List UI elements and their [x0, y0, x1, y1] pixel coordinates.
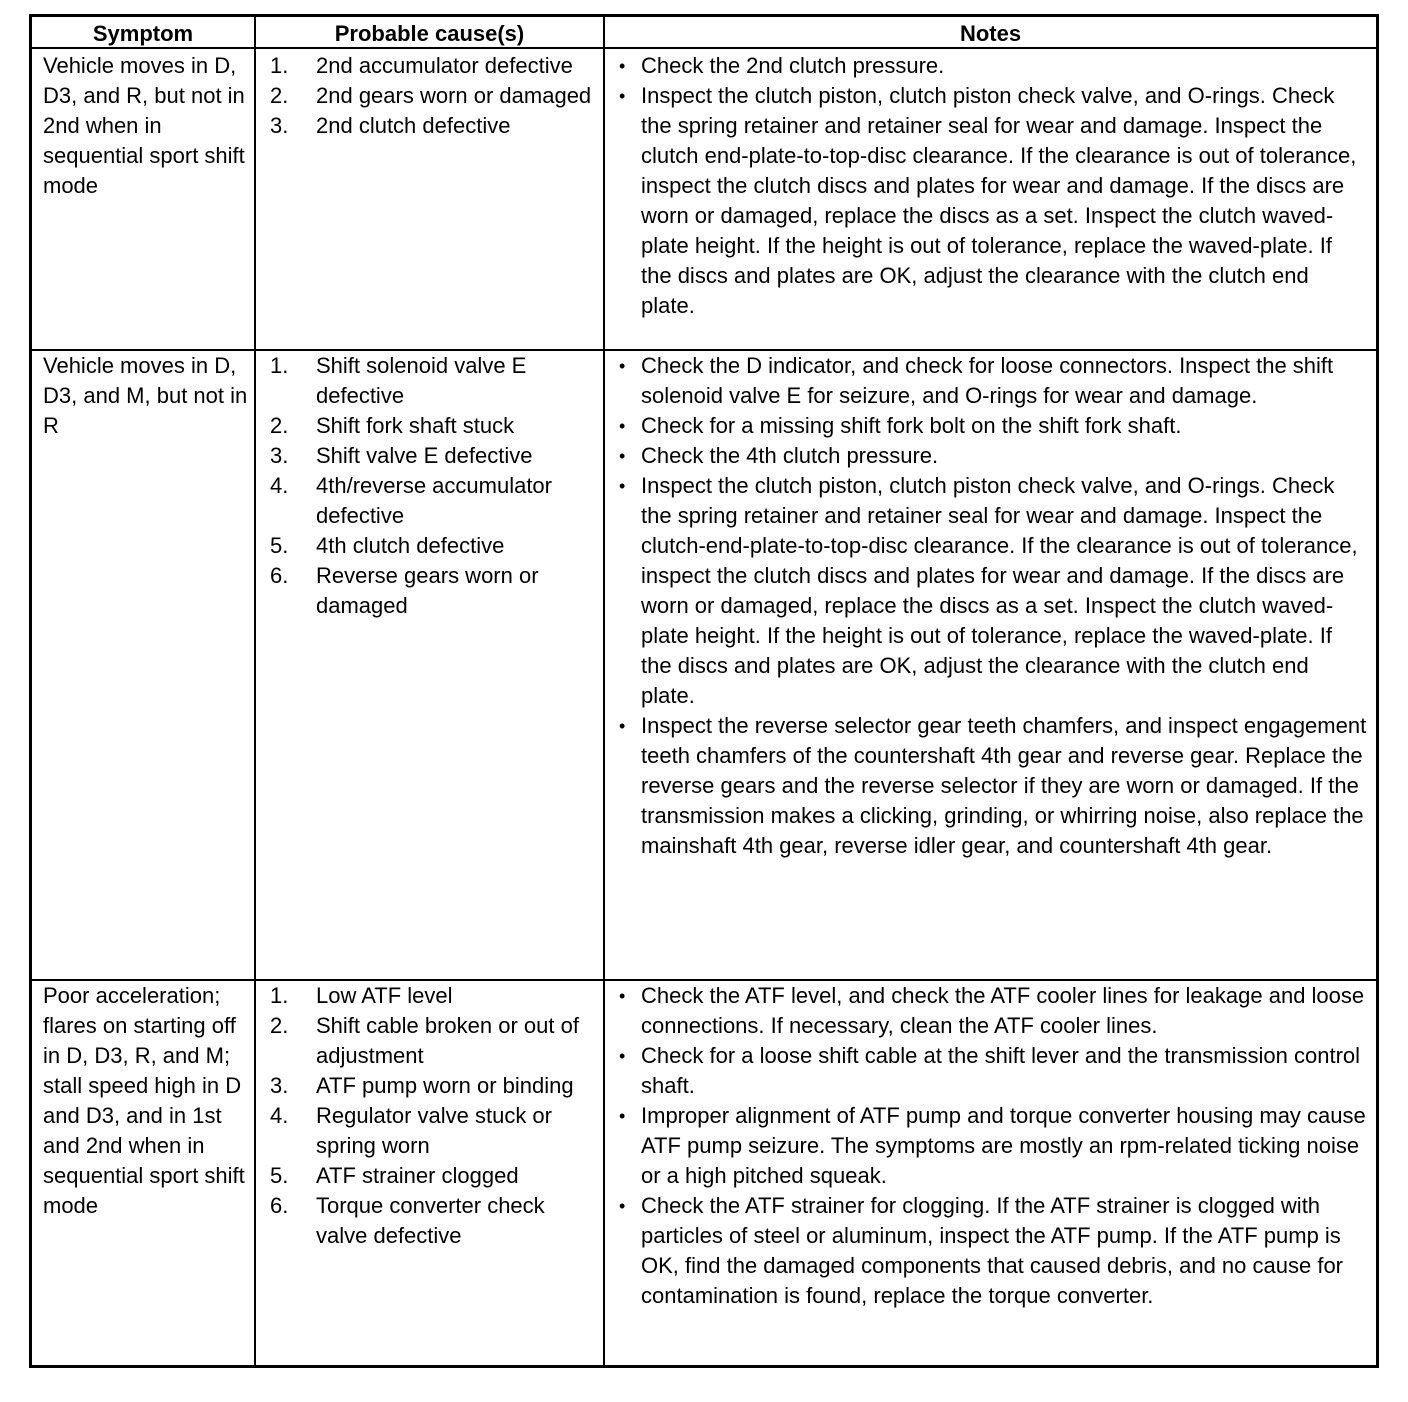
bullet-icon: •	[619, 86, 626, 106]
cause-number: 6.	[270, 1193, 289, 1218]
note-item	[616, 81, 1368, 321]
cause-number: 2.	[270, 83, 289, 108]
note-item	[616, 711, 1368, 861]
cause-text: Low ATF level	[316, 983, 453, 1008]
cause-item	[270, 1011, 602, 1071]
bullet-icon: •	[619, 716, 626, 736]
cause-number: 4.	[270, 1103, 289, 1128]
cause-number: 3.	[270, 1073, 289, 1098]
row-2-notes	[616, 351, 1368, 861]
note-text: Check for a missing shift fork bolt on the shift fork shaft.	[641, 413, 1182, 438]
bullet-icon: •	[619, 356, 626, 376]
row-1-causes	[270, 51, 602, 141]
bullet-icon: •	[619, 1046, 626, 1066]
note-text: Inspect the reverse selector gear teeth chamfers, and inspect engagement teeth chamfers of the countershaft 4th gear and reverse gear. Replace the reverse gears and the reverse selector if they are worn or damaged. If the transmission makes a clicking, grinding, or whirring noise, also replace the mainshaft 4th gear, reverse idler gear, and countershaft 4th gear.	[641, 713, 1367, 858]
cause-item	[270, 561, 602, 621]
note-item	[616, 1041, 1368, 1101]
bullet-icon: •	[619, 446, 626, 466]
cause-number: 2.	[270, 1013, 289, 1038]
header-symptom: Symptom	[92, 21, 194, 46]
note-item	[616, 471, 1368, 711]
note-text: Check the ATF strainer for clogging. If the ATF strainer is clogged with particles of steel or aluminum, inspect the ATF pump. If the ATF pump is OK, find the damaged components that caused debris, and no cause for contamination is found, replace the torque converter.	[641, 1193, 1344, 1308]
note-item	[616, 981, 1368, 1041]
cause-number: 6.	[270, 563, 289, 588]
column-divider-2	[603, 17, 605, 1365]
note-item	[616, 411, 1368, 441]
note-item	[616, 1191, 1368, 1311]
cause-number: 5.	[270, 1163, 289, 1188]
note-text: Check for a loose shift cable at the shift lever and the transmission control shaft.	[641, 1043, 1361, 1098]
header-probable-causes: Probable cause(s)	[334, 21, 525, 46]
cause-item	[270, 531, 602, 561]
cause-item	[270, 441, 602, 471]
bullet-icon: •	[619, 1106, 626, 1126]
row-3-causes	[270, 981, 602, 1251]
note-item	[616, 1101, 1368, 1191]
cause-number: 3.	[270, 113, 289, 138]
cause-text: Shift valve E defective	[316, 443, 533, 468]
cause-text: 4th clutch defective	[316, 533, 505, 558]
header-notes: Notes	[959, 21, 1022, 46]
cause-item	[270, 981, 602, 1011]
cause-text: 2nd accumulator defective	[316, 53, 573, 78]
note-text: Check the 4th clutch pressure.	[641, 443, 939, 468]
cause-number: 3.	[270, 443, 289, 468]
cause-item	[270, 1071, 602, 1101]
note-text: Check the D indicator, and check for loose connectors. Inspect the shift solenoid valve E for seizure, and O-rings for wear and damage.	[641, 353, 1334, 408]
row-2-causes	[270, 351, 602, 621]
cause-text: Regulator valve stuck or spring worn	[316, 1103, 552, 1158]
note-item	[616, 441, 1368, 471]
cause-item	[270, 351, 602, 411]
note-item	[616, 351, 1368, 411]
cause-text: ATF pump worn or binding	[316, 1073, 574, 1098]
cause-text: Shift fork shaft stuck	[316, 413, 515, 438]
cause-item	[270, 1101, 602, 1161]
bullet-icon: •	[619, 56, 626, 76]
cause-number: 1.	[270, 53, 289, 78]
cause-item	[270, 81, 602, 111]
row-2-symptom: Vehicle moves in D, D3, and M, but not in R	[43, 353, 248, 438]
note-text: Check the 2nd clutch pressure.	[641, 53, 945, 78]
note-text: Inspect the clutch piston, clutch piston check valve, and O-rings. Check the spring retainer and retainer seal for wear and damage. Inspect the clutch end-plate-to-top-disc clearance. If the clearance is out of tolerance, inspect the clutch discs and plates for wear and damage. If the discs are worn or damaged, replace the discs as a set. Inspect the clutch waved-plate height. If the height is out of tolerance, replace the waved-plate. If the discs and plates are OK, adjust the clearance with the clutch end plate.	[641, 83, 1357, 318]
column-divider-1	[254, 17, 256, 1365]
cause-item	[270, 111, 602, 141]
cause-number: 5.	[270, 533, 289, 558]
bullet-icon: •	[619, 986, 626, 1006]
bullet-icon: •	[619, 416, 626, 436]
cause-item	[270, 51, 602, 81]
cause-number: 4.	[270, 473, 289, 498]
cause-text: Shift solenoid valve E defective	[316, 353, 527, 408]
cause-number: 1.	[270, 983, 289, 1008]
cause-text: Shift cable broken or out of adjustment	[316, 1013, 579, 1068]
cause-item	[270, 471, 602, 531]
cause-number: 2.	[270, 413, 289, 438]
note-text: Inspect the clutch piston, clutch piston check valve, and O-rings. Check the spring retainer and retainer seal for wear and damage. Inspect the clutch-end-plate-to-top-disc clearance. If the clearance is out of tolerance, inspect the clutch discs and plates for wear and damage. If the discs are worn or damaged, replace the discs as a set. Inspect the clutch waved-plate height. If the height is out of tolerance, replace the waved-plate. If the discs and plates are OK, adjust the clearance with the clutch end plate.	[641, 473, 1358, 708]
note-item	[616, 51, 1368, 81]
note-text: Improper alignment of ATF pump and torque converter housing may cause ATF pump seizure. The symptoms are mostly an rpm-related ticking noise or a high pitched squeak.	[641, 1103, 1366, 1188]
cause-text: Reverse gears worn or damaged	[316, 563, 539, 618]
row-1-notes	[616, 51, 1368, 321]
row-3-symptom: Poor acceleration; flares on starting off in D, D3, R, and M; stall speed high in D and D3, and in 1st and 2nd when in sequential sport shift mode	[43, 983, 245, 1218]
row-1-symptom: Vehicle moves in D, D3, and R, but not in 2nd when in sequential sport shift mode	[43, 53, 245, 198]
troubleshooting-table	[29, 14, 1379, 1368]
cause-item	[270, 411, 602, 441]
cause-text: 2nd gears worn or damaged	[316, 83, 592, 108]
cause-text: Torque converter check valve defective	[316, 1193, 545, 1248]
cause-text: ATF strainer clogged	[316, 1163, 519, 1188]
cause-text: 2nd clutch defective	[316, 113, 511, 138]
bullet-icon: •	[619, 1196, 626, 1216]
cause-text: 4th/reverse accumulator defective	[316, 473, 552, 528]
cause-item	[270, 1191, 602, 1251]
cause-item	[270, 1161, 602, 1191]
row-3-notes	[616, 981, 1368, 1311]
cause-number: 1.	[270, 353, 289, 378]
note-text: Check the ATF level, and check the ATF cooler lines for leakage and loose connections. If necessary, clean the ATF cooler lines.	[641, 983, 1365, 1038]
bullet-icon: •	[619, 476, 626, 496]
